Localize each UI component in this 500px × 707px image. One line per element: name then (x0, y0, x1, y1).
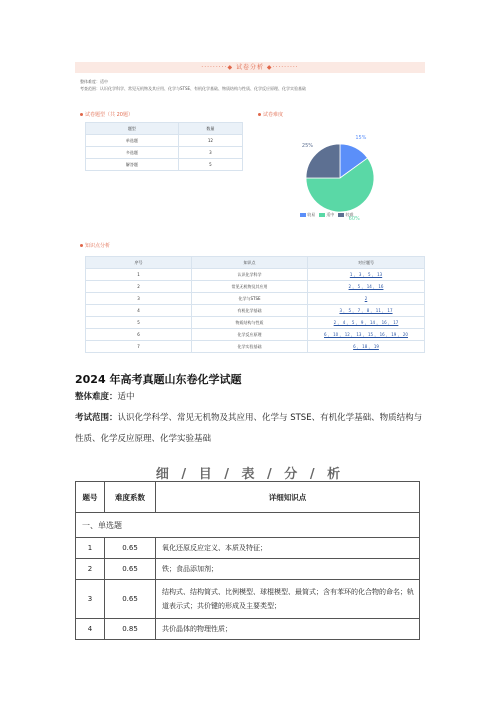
table-cell: 7 (86, 341, 192, 353)
question-number: 2 (76, 559, 105, 580)
knowledge-rows (86, 269, 425, 353)
pie-label: 60% (348, 215, 360, 222)
table-cell: 解答题 (86, 159, 179, 171)
table-header: 难度系数 (105, 482, 156, 513)
small-scope: 考查范围：认识化学科学、常见无机物及其应用、化学与STSE、有机化学基础、物质结构与性质、化学反应原理、化学实验基础 (80, 86, 307, 91)
pie-slices (306, 144, 374, 212)
doc-scope (75, 408, 427, 450)
table-header: 详细知识点 (156, 482, 420, 513)
table-row (76, 580, 420, 619)
detail-table (75, 481, 420, 640)
difficulty-value: 适中 (117, 392, 135, 402)
section-label: 一、单选题 (76, 513, 420, 538)
difficulty-coefficient: 0.65 (105, 538, 156, 559)
table-row (86, 329, 425, 341)
table-header: 对应题号 (308, 257, 425, 269)
difficulty-label: 整体难度： (75, 392, 118, 402)
table-row (76, 538, 420, 559)
table-cell: 2 ， 4 ， 5 ， 9 ， 14 ， 16 ， 17 (308, 317, 425, 329)
doc-difficulty (75, 387, 135, 408)
table-header: 知识点 (192, 257, 308, 269)
question-types-table (85, 122, 243, 171)
table-cell: 6 ， 18 ， 19 (308, 341, 425, 353)
table-cell: 6 (86, 329, 192, 341)
table-cell: 3 (86, 293, 192, 305)
table-header: 题号 (76, 482, 105, 513)
legend-label: 较难 (345, 212, 354, 217)
analysis-banner (75, 62, 425, 73)
pie-slice-较难 (306, 144, 340, 178)
pie-label: 25% (301, 142, 314, 149)
table-cell: 2 (308, 293, 425, 305)
table-cell: 认识化学科学 (192, 269, 308, 281)
doc-title: 2024 年高考真题山东卷化学试题 (75, 373, 242, 386)
section-row (76, 513, 420, 538)
table-header-row (86, 257, 425, 269)
detail-heading: 细 / 目 / 表 / 分 / 析 (155, 467, 345, 482)
question-number: 1 (76, 538, 105, 559)
table-cell: 4 (86, 305, 192, 317)
table-row (86, 293, 425, 305)
table-cell: 化学与STSE (192, 293, 308, 305)
table-header-row (76, 482, 420, 513)
table-header: 数量 (178, 123, 242, 135)
table-cell: 单选题 (86, 135, 179, 147)
legend-swatch (338, 213, 344, 217)
table-row (86, 269, 425, 281)
table-cell: 6 ， 10 ， 12 ， 13 ， 15 ， 16 ， 19 ， 20 (308, 329, 425, 341)
knowledge-detail: 铁；食品添加剂； (156, 559, 420, 580)
table-row (86, 317, 425, 329)
table-cell: 多选题 (86, 147, 179, 159)
knowledge-detail: 结构式、结构简式、比例模型、球棍模型、最简式；含有苯环的化合物的命名；轨道表示式；共价键的形成及主要类型； (156, 580, 420, 619)
question-number: 3 (76, 580, 105, 619)
table-cell: 5 (86, 317, 192, 329)
table-cell: 有机化学基础 (192, 305, 308, 317)
table-row (86, 147, 243, 159)
table-cell: 3 ， 5 ， 7 ， 8 ， 11 ， 17 (308, 305, 425, 317)
table-row (86, 135, 243, 147)
table-cell: 2 (86, 281, 192, 293)
knowledge-title-text: 知识点分析 (85, 243, 111, 249)
table-header-row (86, 123, 243, 135)
difficulty-chart-title (258, 111, 283, 118)
knowledge-detail: 氧化还原反应定义、本质及特征； (156, 538, 420, 559)
scope-label: 考试范围： (75, 413, 118, 423)
knowledge-title (80, 242, 110, 249)
table-row (76, 619, 420, 640)
banner-left-deco: ·········◆ (201, 64, 234, 71)
table-row (86, 341, 425, 353)
banner-title-text: 试卷分析 (235, 64, 264, 71)
legend-label: 较易 (307, 212, 316, 217)
legend-label: 适中 (326, 212, 335, 217)
bullet-icon (80, 244, 83, 247)
table-cell: 物质结构与性质 (192, 317, 308, 329)
table-cell: 5 (178, 159, 242, 171)
question-number: 4 (76, 619, 105, 640)
scope-value: 认识化学科学、常见无机物及其应用、化学与 STSE、有机化学基础、物质结构与性质、化学反应原理、化学实验基础 (75, 413, 423, 444)
pie-legend (300, 212, 354, 218)
difficulty-coefficient: 0.65 (105, 559, 156, 580)
table-cell: 常见无机物及其应用 (192, 281, 308, 293)
table-cell: 化学反应原理 (192, 329, 308, 341)
table-cell: 1 (86, 269, 192, 281)
table-row (76, 559, 420, 580)
table-cell: 1 ， 3 ， 5 ， 13 (308, 269, 425, 281)
legend-swatch (319, 213, 325, 217)
table-cell: 化学实验基础 (192, 341, 308, 353)
small-difficulty: 整体难度：适中 (80, 79, 108, 84)
table-cell: 12 (178, 135, 242, 147)
bullet-icon (80, 113, 83, 116)
question-types-title (80, 111, 133, 118)
table-cell: 2 ， 5 ， 14 ， 16 (308, 281, 425, 293)
table-cell: 3 (178, 147, 242, 159)
difficulty-coefficient: 0.65 (105, 580, 156, 619)
knowledge-detail: 共价晶体的物理性质； (156, 619, 420, 640)
banner-right-deco: ◆········· (266, 64, 299, 71)
table-row (86, 305, 425, 317)
question-types-title-text: 试卷题型（共 20题） (85, 112, 133, 118)
knowledge-table (85, 256, 425, 353)
legend-swatch (300, 213, 306, 217)
table-row (86, 281, 425, 293)
banner-title (75, 62, 425, 73)
difficulty-chart-title-text: 试卷难度 (263, 112, 284, 118)
bullet-icon (258, 113, 261, 116)
difficulty-coefficient: 0.85 (105, 619, 156, 640)
table-row (86, 159, 243, 171)
table-header: 序号 (86, 257, 192, 269)
difficulty-pie-chart (280, 130, 420, 225)
pie-label: 15% (355, 134, 367, 141)
table-header: 题型 (86, 123, 179, 135)
